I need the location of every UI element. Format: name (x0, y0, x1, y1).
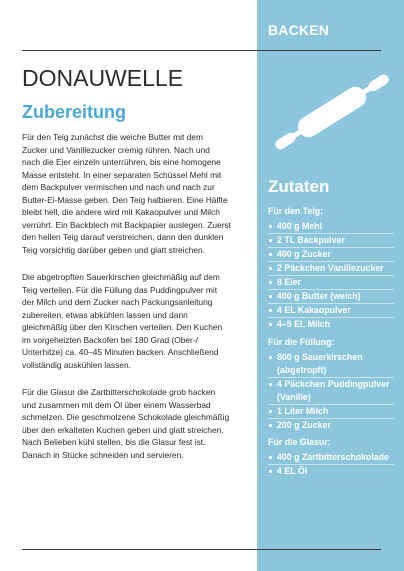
text-line: gleichmäßig über den Kirschen verteilen. Den Kuchen (22, 322, 223, 332)
text-line: Für die Glasur die Zartbitterschokolade grob hacken (22, 387, 216, 397)
ingredient-item (268, 464, 394, 478)
text-line: Butter-Ei-Masse geben. Den Teig halbieren. Eine Hälfte (22, 194, 228, 205)
ingredient-text: 200 g Zucker (277, 419, 331, 430)
text-line: nach die Eier einzeln unterrühren, bis eine homogene (22, 157, 221, 167)
text-line: Zucker und Vanillezucker cremig rühren. Nach und (22, 144, 210, 155)
preparation-text (22, 131, 252, 476)
ingredient-item (268, 275, 394, 289)
text-line: Für den Teig zunächst die weiche Butter mit dem (22, 132, 203, 142)
preparation-paragraph-dough (22, 131, 252, 256)
rolling-pin-icon (262, 62, 402, 162)
text-line: dem Backpulver vermischen und nach und nach zur (22, 182, 215, 192)
bottom-divider (22, 549, 381, 550)
text-line: im vorgeheizten Backofen bei 180 Grad (Ober-/ (22, 334, 198, 345)
ingredient-text: 400 g Butter (weich) (277, 291, 361, 301)
text-line: Teig vorsichtig darüber geben und glatt streichen. (22, 244, 205, 255)
ingredient-text: 400 g Mehl (277, 221, 322, 231)
preparation-paragraph-glaze (22, 386, 252, 461)
ingredient-item (268, 220, 394, 233)
ingredient-text: 2 Päckchen Vanillezucker (277, 263, 384, 273)
text-line: zubereiten, etwas abkühlen lassen und dann (22, 309, 188, 320)
ingredient-item (268, 418, 394, 432)
text-line: Teig verteilen. Für die Füllung das Puddingpulver mit (22, 284, 218, 295)
text-line: schmelzen. Die geschmolzene Schokolade gleichmäßig (22, 412, 230, 422)
ingredient-note: (abgetropft) (277, 364, 327, 375)
ingredient-text: 2 TL Backpulver (277, 235, 345, 245)
ingredient-list (268, 205, 394, 478)
ingredient-item (268, 303, 394, 317)
text-line: Nach Belieben kühl stellen, bis die Glasur fest ist. (22, 437, 206, 447)
rolling-pin-shape (270, 68, 393, 156)
ingredient-item (268, 451, 394, 464)
ingredient-item (268, 404, 394, 418)
text-line: Danach in Stücke schneiden und servieren. (22, 449, 184, 460)
ingredient-group-dough (268, 205, 394, 331)
text-line: und zusammen mit dem Öl über einem Wasserbad (22, 399, 211, 410)
ingredients-heading: Zutaten (268, 177, 330, 196)
ingredient-text: 400 g Zartbitterschokolade (277, 452, 389, 462)
preparation-paragraph-filling (22, 271, 252, 371)
preparation-heading: Zubereitung (22, 102, 126, 122)
recipe-title: DONAUWELLE (22, 65, 184, 91)
text-line: bleibt hell, die andere wird mit Kakaopulver und Milch (22, 207, 220, 217)
ingredient-group-filling (268, 336, 394, 432)
ingredient-text: 8 Eier (277, 277, 301, 287)
rolling-pin-body (294, 83, 370, 141)
ingredient-text: 4 EL Kakaopulver (277, 305, 351, 315)
ingredient-item (268, 377, 394, 404)
ingredient-item (268, 289, 394, 303)
ingredient-item (268, 261, 394, 275)
group-heading: Für die Glasur: (268, 437, 331, 447)
ingredient-item (268, 317, 394, 331)
text-line: Unterhitze) ca. 40–45 Minuten backen. Anschließend (22, 347, 219, 357)
ingredient-items (268, 451, 394, 478)
ingredient-items (268, 220, 394, 331)
ingredient-text: 4–5 EL Milch (277, 319, 331, 329)
ingredient-item (268, 351, 394, 377)
text-line: den hellen Teig darauf verstreichen, dann den dunklen (22, 232, 224, 242)
ingredient-group-glaze (268, 436, 394, 478)
ingredient-note: (Vanille) (277, 391, 311, 402)
text-line: über den erkalteten Kuchen geben und glatt streichen. (22, 424, 224, 435)
ingredient-items (268, 351, 394, 432)
text-line: verrührt. Ein Backblech mit Backpapier auslegen. Zuerst (22, 219, 232, 230)
ingredient-text: 800 g Sauerkirschen (277, 351, 363, 362)
text-line: Masse entsteht. In einer separaten Schüssel Mehl mit (22, 169, 222, 180)
group-heading: Für die Füllung: (268, 336, 335, 347)
group-heading: Für den Teig: (268, 206, 324, 216)
top-divider (22, 50, 381, 51)
ingredient-text: 400 g Zucker (277, 249, 331, 259)
text-line: der Milch und dem Zucker nach Packungsanleitung (22, 297, 213, 307)
ingredient-item (268, 247, 394, 261)
category-label: BACKEN (268, 22, 330, 38)
ingredient-text: 4 EL Öl (277, 466, 308, 476)
ingredient-item (268, 233, 394, 247)
ingredient-text: 1 Liter Milch (277, 405, 329, 416)
text-line: Die abgetropften Sauerkirschen gleichmäßig auf dem (22, 272, 220, 282)
ingredient-text: 4 Päckchen Puddingpulver (277, 378, 390, 389)
text-line: vollständig auskühlen lassen. (22, 359, 131, 370)
